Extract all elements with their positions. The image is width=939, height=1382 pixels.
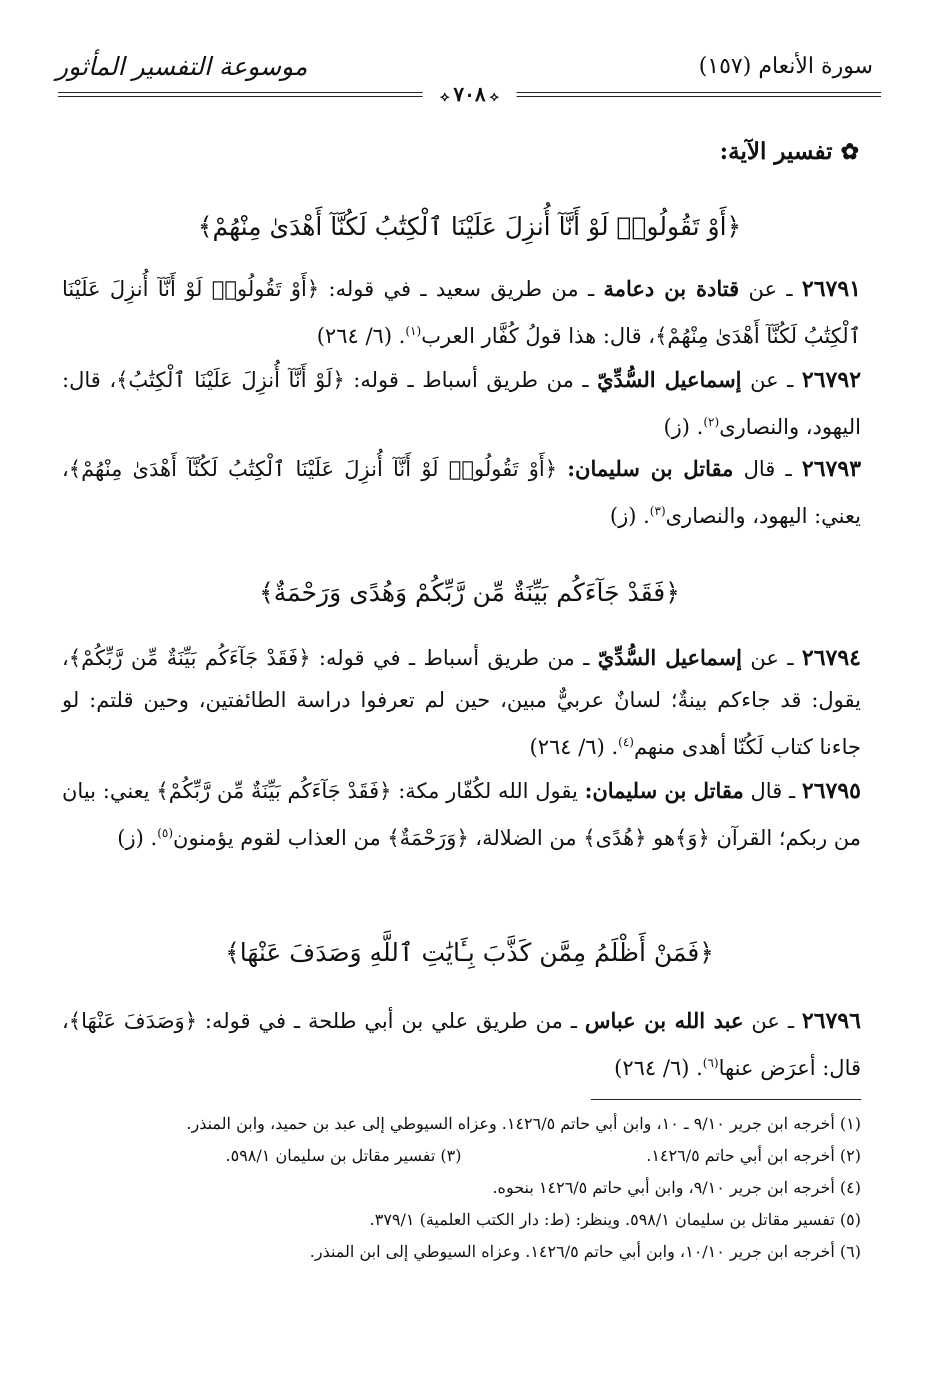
narrator-name: قتادة بن دعامة: [603, 276, 740, 301]
narration-entry: ٢٦٧٩٢ ـ عن إسماعيل السُّدِّيّ ـ من طريق أسباط ـ قوله: ﴿لَوْ أَنَّآ أُنزِلَ عَلَيْنَا ٱلْكِتَٰبُ﴾، قال: اليهود، والنصارى$^{(٢)}$. (ز): [62, 367, 862, 439]
narration-number: ٢٦٧٩٢: [801, 367, 862, 393]
narrator-name: إسماعيل السُّدِّيّ: [597, 367, 742, 392]
footnote-ref: (٣): [649, 504, 666, 518]
ayah-heading: ﴿فَقَدْ جَآءَكُم بَيِّنَةٌ مِّن رَّبِّكُمْ وَهُدًى وَرَحْمَةٌ﴾: [259, 578, 680, 607]
footnote-rule: [591, 1099, 861, 1100]
footnote: (٢) أخرجه ابن أبي حاتم ١٤٢٦/٥.: [646, 1146, 861, 1165]
book-title: موسوعة التفسير المأثور: [56, 52, 308, 81]
narrator-name: مقاتل بن سليمان:: [584, 778, 744, 803]
footnote: (١) أخرجه ابن جرير ٩/١٠ ـ ١٠، وابن أبي حاتم ١٤٢٦/٥. وعزاه السيوطي إلى عبد بن حميد، وابن المنذر.: [186, 1114, 861, 1133]
footnote-ref: (٦): [702, 1056, 719, 1070]
narration-number: ٢٦٧٩١: [801, 276, 861, 302]
footnote: (٣) تفسير مقاتل بن سليمان ٥٩٨/١.: [225, 1146, 462, 1165]
footnotes: [62, 1108, 861, 1268]
ayah-heading: ﴿فَمَنْ أَظْلَمُ مِمَّن كَذَّبَ بِـَٔايَٰتِ ٱللَّهِ وَصَدَفَ عَنْهَا﴾: [225, 938, 714, 967]
ornament-icon: ⟡: [489, 89, 499, 105]
footnote-ref: (٤): [618, 735, 634, 749]
footnote-ref: (٥): [157, 826, 174, 840]
page-number: ⟡٧٠٨⟡: [422, 82, 517, 106]
footnote-ref: (٢): [703, 415, 720, 429]
narration-number: ٢٦٧٩٣: [801, 456, 862, 482]
narration-entry: ٢٦٧٩٣ ـ قال مقاتل بن سليمان: ﴿أَوْ تَقُولُوا۟ لَوْ أَنَّآ أُنزِلَ عَلَيْنَا ٱلْكِتَٰبُ لَكُنَّآ أَهْدَىٰ مِنْهُمْ﴾، يعني: اليهود، والنصارى$^{(٣)}$. (ز): [62, 456, 862, 528]
footnote: (٦) أخرجه ابن جرير ١٠/١٠، وابن أبي حاتم ١٤٢٦/٥. وعزاه السيوطي إلى ابن المنذر.: [309, 1242, 861, 1261]
narrator-name: عبد الله بن عباس: [584, 1008, 744, 1033]
footnote-row: [62, 1140, 861, 1172]
narration-number: ٢٦٧٩٥: [801, 778, 861, 804]
footnote: (٤) أخرجه ابن جرير ٩/١٠، وابن أبي حاتم ١٤٢٦/٥ بنحوه.: [492, 1178, 861, 1197]
narration-entry: ٢٦٧٩٤ ـ عن إسماعيل السُّدِّيّ ـ من طريق أسباط ـ في قوله: ﴿فَقَدْ جَآءَكُم بَيِّنَةٌ مِّن رَّبِّكُمْ﴾، يقول: قد جاءكم بينةٌ؛ لسانٌ عربيٌّ مبين، حين لم تعرفوا دراسة الطائفتين، وحين قلتم: لو جاءنا كتاب لَكُنّا أهدى منهم$^{(٤)}$. (٦/ ٢٦٤): [62, 645, 861, 759]
footnote-ref: (١): [405, 324, 422, 338]
section-title: ✿تفسير الآية:: [719, 138, 859, 165]
narration-entry: ٢٦٧٩٦ ـ عن عبد الله بن عباس ـ من طريق علي بن أبي طلحة ـ في قوله: ﴿وَصَدَفَ عَنْهَا﴾، قال: أعرَض عنها$^{(٦)}$. (٦/ ٢٦٤): [62, 1008, 861, 1080]
narration-entry: ٢٦٧٩١ ـ عن قتادة بن دعامة ـ من طريق سعيد ـ في قوله: ﴿أَوْ تَقُولُوا۟ لَوْ أَنَّآ أُنزِلَ عَلَيْنَا ٱلْكِتَٰبُ لَكُنَّآ أَهْدَىٰ مِنْهُمْ﴾، قال: هذا قولُ كُفَّار العرب$^{(١)}$. (٦/ ٢٦٤): [62, 276, 861, 348]
narration-entry: ٢٦٧٩٥ ـ قال مقاتل بن سليمان: يقول الله لكُفّار مكة: ﴿فَقَدْ جَآءَكُم بَيِّنَةٌ مِّن رَّبِّكُمْ﴾ يعني: بيان من ربكم؛ القرآن ﴿وَ﴾هو ﴿هُدًى﴾ من الضلالة، ﴿وَرَحْمَةٌ﴾ من العذاب لقوم يؤمنون$^{(٥)}$. (ز): [62, 778, 861, 850]
footnote: (٥) تفسير مقاتل بن سليمان ٥٩٨/١. وينظر: (ط: دار الكتب العلمية) ٣٧٩/١.: [369, 1210, 861, 1229]
ayah-heading: ﴿أَوْ تَقُولُوا۟ لَوْ أَنَّآ أُنزِلَ عَلَيْنَا ٱلْكِتَٰبُ لَكُنَّآ أَهْدَىٰ مِنْهُمْ﴾: [197, 212, 742, 241]
flower-icon: ✿: [840, 139, 859, 165]
surah-header: سورة الأنعام (١٥٧): [698, 54, 873, 79]
narrator-name: مقاتل بن سليمان:: [567, 456, 734, 481]
narrator-name: إسماعيل السُّدِّيّ: [597, 645, 742, 670]
narration-number: ٢٦٧٩٦: [801, 1008, 861, 1034]
ornament-icon: ⟡: [440, 89, 450, 105]
narration-number: ٢٦٧٩٤: [801, 645, 861, 671]
